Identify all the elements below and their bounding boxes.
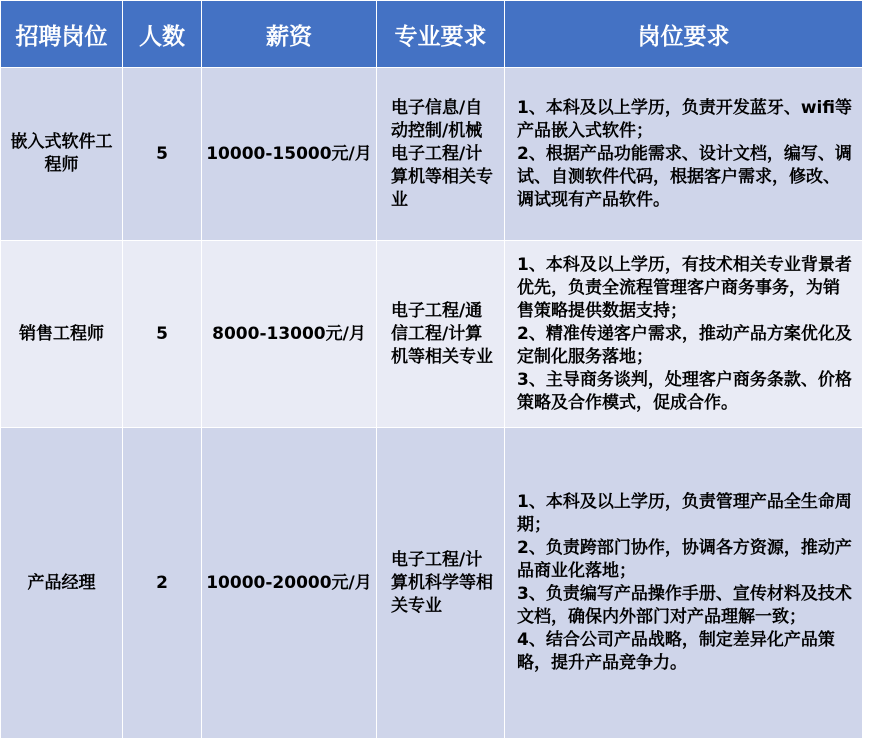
position-cell: 产品经理 bbox=[1, 428, 123, 739]
requirement-item: 4、结合公司产品战略，制定差异化产品策略，提升产品竞争力。 bbox=[517, 630, 835, 673]
table-row bbox=[1, 241, 863, 428]
requirement-item: 3、负责编写产品操作手册、宣传材料及技术文档，确保内外部门对产品理解一致； bbox=[517, 584, 852, 627]
header-salary: 薪资 bbox=[202, 1, 377, 68]
header-requirements: 岗位要求 bbox=[505, 1, 863, 68]
header-position: 招聘岗位 bbox=[1, 1, 123, 68]
table-row bbox=[1, 428, 863, 739]
requirement-item: 2、负责跨部门协作，协调各方资源，推动产品商业化落地； bbox=[517, 538, 852, 581]
requirement-item: 1、本科及以上学历，负责开发蓝牙、wifi等产品嵌入式软件； bbox=[517, 97, 852, 141]
requirements-cell bbox=[505, 428, 863, 739]
salary-cell: 8000-13000元/月 bbox=[202, 241, 377, 428]
requirements-cell bbox=[505, 68, 863, 241]
major-cell: 电子工程/通信工程/计算机等相关专业 bbox=[377, 241, 505, 428]
count-cell: 5 bbox=[123, 241, 202, 428]
requirements-cell bbox=[505, 241, 863, 428]
count-cell: 2 bbox=[123, 428, 202, 739]
requirement-item: 1、本科及以上学历，负责管理产品全生命周期； bbox=[517, 492, 852, 535]
header-row bbox=[1, 1, 863, 68]
count-cell: 5 bbox=[123, 68, 202, 241]
major-cell: 电子信息/自动控制/机械电子工程/计算机等相关专业 bbox=[377, 68, 505, 241]
salary-cell: 10000-15000元/月 bbox=[202, 68, 377, 241]
header-major: 专业要求 bbox=[377, 1, 505, 68]
requirement-item: 1、本科及以上学历，有技术相关专业背景者优先，负责全流程管理客户商务事务，为销售策略提供数据支持； bbox=[517, 254, 852, 321]
requirement-item: 2、根据产品功能需求、设计文档，编写、调试、自测软件代码，根据客户需求，修改、调试现有产品软件。 bbox=[517, 143, 852, 210]
major-cell: 电子工程/计算机科学等相关专业 bbox=[377, 428, 505, 739]
position-cell: 嵌入式软件工程师 bbox=[1, 68, 123, 241]
position-cell: 销售工程师 bbox=[1, 241, 123, 428]
salary-cell: 10000-20000元/月 bbox=[202, 428, 377, 739]
requirement-item: 2、精准传递客户需求，推动产品方案优化及定制化服务落地； bbox=[517, 323, 852, 367]
header-count: 人数 bbox=[123, 1, 202, 68]
requirement-item: 3、主导商务谈判，处理客户商务条款、价格策略及合作模式，促成合作。 bbox=[517, 369, 852, 413]
table-row bbox=[1, 68, 863, 241]
